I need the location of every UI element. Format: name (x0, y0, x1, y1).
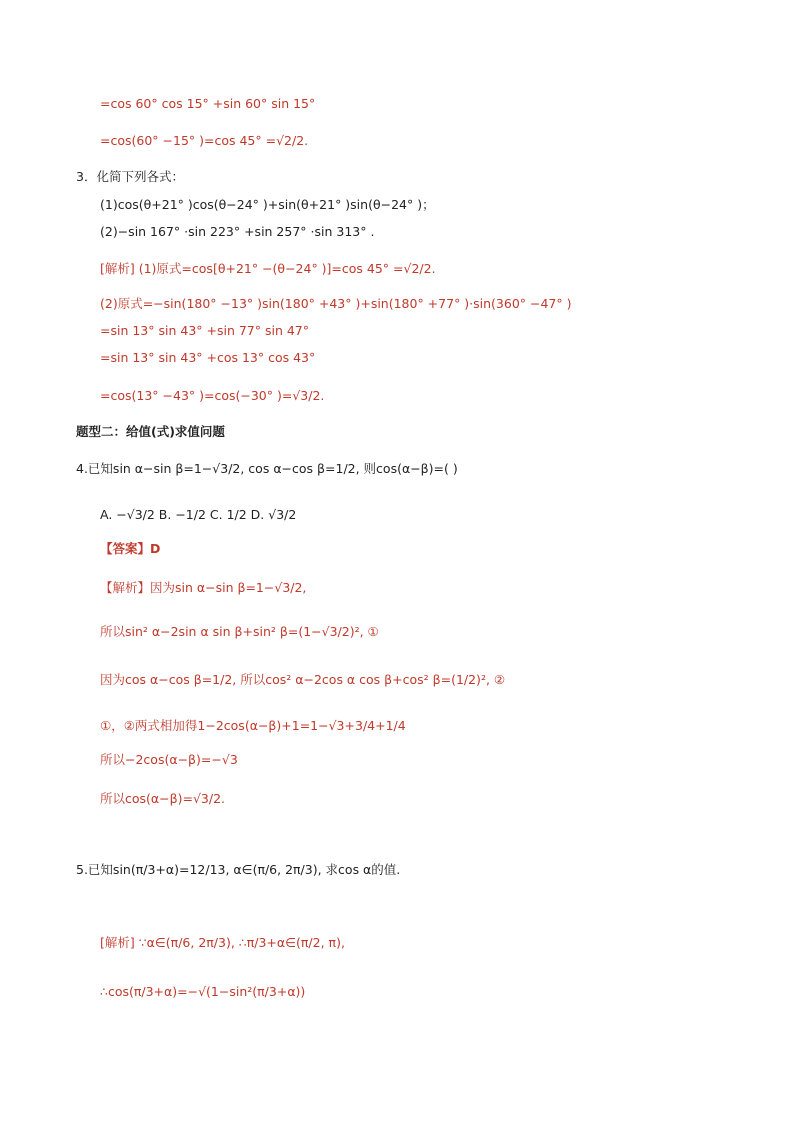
question-line: 5.已知sin(π/3+α)=12/13, α∈(π/6, 2π/3), 求cos α的值. (76, 862, 401, 877)
answer-options: A. −√3/2 B. −1/2 C. 1/2 D. √3/2 (100, 507, 297, 522)
text-line: (2)−sin 167° ·sin 223° +sin 257° ·sin 313° . (100, 224, 375, 239)
solution-line: =cos(13° −43° )=cos(−30° )=√3/2. (100, 388, 325, 403)
text-line: =cos(60° −15° )=cos 45° =√2/2. (100, 133, 309, 148)
text-line: =cos 60° cos 15° +sin 60° sin 15° (100, 96, 316, 111)
solution-line: [解析] (1)原式=cos[θ+21° −(θ−24° )]=cos 45° =√2/2. (100, 261, 436, 276)
solution-line: 【解析】因为sin α−sin β=1−√3/2, (100, 580, 307, 595)
question-line: 4.已知sin α−sin β=1−√3/2, cos α−cos β=1/2, 则cos(α−β)=( ) (76, 461, 458, 476)
solution-line: 所以−2cos(α−β)=−√3 (100, 752, 238, 767)
solution-line: ①，②两式相加得1−2cos(α−β)+1=1−√3+3/4+1/4 (100, 718, 406, 733)
solution-line: =sin 13° sin 43° +sin 77° sin 47° (100, 323, 310, 338)
text-line: (1)cos(θ+21° )cos(θ−24° )+sin(θ+21° )sin(θ−24° )； (100, 197, 435, 212)
solution-line: 所以cos(α−β)=√3/2. (100, 791, 226, 806)
answer-label: 【答案】D (100, 541, 161, 556)
solution-line: 所以sin² α−2sin α sin β+sin² β=(1−√3/2)², ① (100, 624, 379, 639)
solution-line: [解析] ∵α∈(π/6, 2π/3), ∴π/3+α∈(π/2, π), (100, 935, 345, 950)
solution-line: 因为cos α−cos β=1/2, 所以cos² α−2cos α cos β+cos² β=(1/2)², ② (100, 672, 506, 687)
solution-line: ∴cos(π/3+α)=−√(1−sin²(π/3+α)) (100, 984, 306, 999)
question-heading: 3．化简下列各式： (76, 169, 184, 184)
solution-line: (2)原式=−sin(180° −13° )sin(180° +43° )+sin(180° +77° )·sin(360° −47° ) (100, 296, 572, 311)
section-heading: 题型二：给值(式)求值问题 (76, 424, 225, 439)
solution-line: =sin 13° sin 43° +cos 13° cos 43° (100, 350, 316, 365)
